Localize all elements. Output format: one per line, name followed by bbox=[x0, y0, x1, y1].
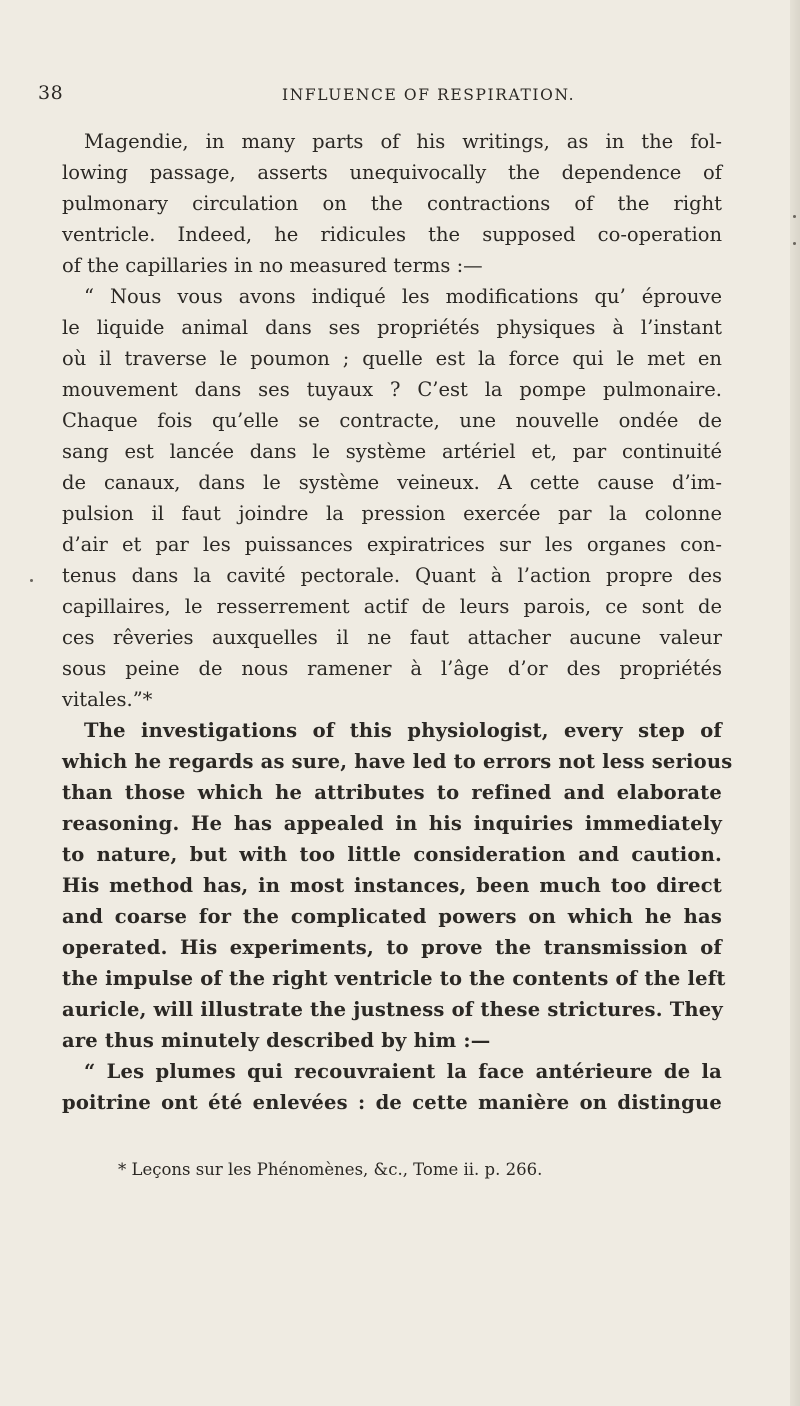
text-line: than those which he attributes to refined and elaborate bbox=[62, 781, 722, 804]
page-edge bbox=[790, 0, 800, 1406]
paragraph-french-quote-1 bbox=[62, 281, 722, 715]
text-line: are thus minutely described by him :— bbox=[62, 1029, 491, 1052]
paragraph-magendie-intro bbox=[62, 126, 722, 281]
text-line: The investigations of this physiologist, every step of bbox=[84, 719, 722, 742]
text-line: of the capillaries in no measured terms :— bbox=[62, 254, 483, 277]
text-line: the impulse of the right ventricle to the contents of the left bbox=[62, 967, 726, 990]
margin-speck bbox=[793, 242, 796, 245]
text-line: and coarse for the complicated powers on which he has bbox=[62, 905, 722, 928]
text-line: de canaux, dans le système veineux. A cette cause d’im- bbox=[62, 471, 722, 494]
text-line: His method has, in most instances, been much too direct bbox=[62, 874, 722, 897]
text-line: pulsion il faut joindre la pression exercée par la colonne bbox=[62, 502, 722, 525]
text-line: d’air et par les puissances expiratrices sur les organes con- bbox=[62, 533, 722, 556]
text-line: reasoning. He has appealed in his inquiries immediately bbox=[62, 812, 722, 835]
text-line: lowing passage, asserts unequivocally the dependence of bbox=[62, 161, 722, 184]
text-line: “ Nous vous avons indiqué les modifications qu’ éprouve bbox=[84, 285, 722, 308]
text-line: auricle, will illustrate the justness of these strictures. They bbox=[62, 998, 723, 1021]
text-line: Chaque fois qu’elle se contracte, une nouvelle ondée de bbox=[62, 409, 722, 432]
text-line: operated. His experiments, to prove the transmission of bbox=[62, 936, 722, 959]
text-line: le liquide animal dans ses propriétés physiques à l’instant bbox=[62, 316, 722, 339]
margin-speck bbox=[30, 579, 33, 582]
margin-speck bbox=[793, 215, 796, 218]
text-line: sous peine de nous ramener à l’âge d’or des propriétés bbox=[62, 657, 722, 680]
paragraph-french-quote-2 bbox=[62, 1056, 722, 1118]
text-line: Magendie, in many parts of his writings, as in the fol- bbox=[84, 130, 722, 153]
text-line: pulmonary circulation on the contractions of the right bbox=[62, 192, 722, 215]
text-line: to nature, but with too little consideration and caution. bbox=[62, 843, 722, 866]
text-line: vitales.”* bbox=[62, 688, 153, 711]
text-line: “ Les plumes qui recouvraient la face antérieure de la bbox=[84, 1060, 722, 1083]
text-line: tenus dans la cavité pectorale. Quant à l’action propre des bbox=[62, 564, 722, 587]
running-head: INFLUENCE OF RESPIRATION. bbox=[282, 86, 576, 104]
page-body bbox=[62, 126, 733, 1118]
text-line: capillaires, le resserrement actif de leurs parois, ce sont de bbox=[62, 595, 722, 618]
text-line: ventricle. Indeed, he ridicules the supposed co-operation bbox=[62, 223, 722, 246]
page-number: 38 bbox=[38, 82, 64, 104]
text-line: which he regards as sure, have led to errors not less serious bbox=[62, 750, 733, 773]
text-line: où il traverse le poumon ; quelle est la force qui le met en bbox=[62, 347, 722, 370]
text-line: ces rêveries auxquelles il ne faut attacher aucune valeur bbox=[62, 626, 722, 649]
text-line: poitrine ont été enlevées : de cette manière on distingue bbox=[62, 1091, 722, 1114]
text-line: mouvement dans ses tuyaux ? C’est la pompe pulmonaire. bbox=[62, 378, 722, 401]
footnote: * Leçons sur les Phénomènes, &c., Tome ii. p. 266. bbox=[118, 1160, 543, 1179]
paragraph-investigations bbox=[62, 715, 733, 1056]
text-line: sang est lancée dans le système artériel et, par continuité bbox=[62, 440, 722, 463]
